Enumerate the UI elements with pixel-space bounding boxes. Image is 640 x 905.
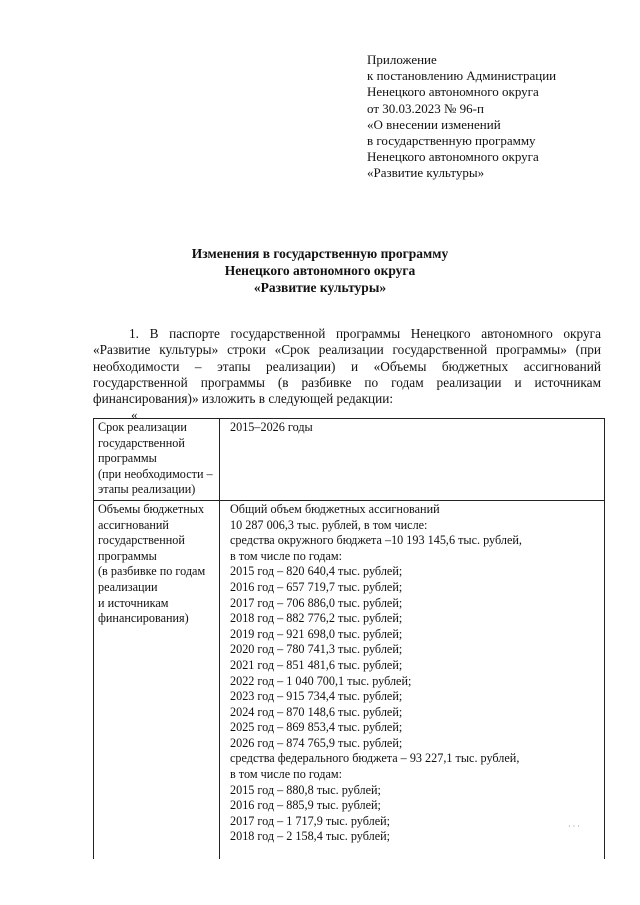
row-label-budget: Объемы бюджетных ассигнований государственной программы (в разбивке по годам реализации и источникам финансирования) xyxy=(94,500,220,859)
opening-quote-mark: « xyxy=(131,407,138,422)
intro-text: 1. В паспорте государственной программы Ненецкого автономного округа «Развитие культуры» строки «Срок реализации государственной программы» (при необходимости – этапы реализации) и «Объемы бюджетных ассигнований государственной программы (в разбивке по годам реализации и источникам финансирования)» изложить в следующей редакции: xyxy=(93,326,601,407)
appendix-header xyxy=(367,52,627,182)
title-line: Изменения в государственную программу xyxy=(191,246,449,261)
appendix-line: «Развитие культуры» xyxy=(367,165,485,181)
title-line: Ненецкого автономного округа xyxy=(224,263,416,278)
passport-table xyxy=(93,418,605,859)
row-label-term: Срок реализации государственной программы (при необходимости – этапы реализации) xyxy=(94,419,220,501)
table-row xyxy=(94,419,605,501)
appendix-line: «О внесении изменений xyxy=(367,116,501,132)
appendix-line: Приложение xyxy=(367,52,437,67)
appendix-line: Ненецкого автономного округа xyxy=(367,149,539,165)
appendix-line: к постановлению Администрации xyxy=(367,68,557,84)
scan-artifact: · · · xyxy=(568,822,580,831)
document-title xyxy=(0,245,640,296)
cell-bottom-space xyxy=(230,845,600,857)
appendix-line: от 30.03.2023 № 96-п xyxy=(367,100,484,116)
appendix-line: Ненецкого автономного округа xyxy=(367,84,539,100)
row-value-budget: Общий объем бюджетных ассигнований 10 287 006,3 тыс. рублей, в том числе: средства окружного бюджета –10 193 145,6 тыс. рублей, в том числе по годам: 2015 год – 820 640,4 тыс. рублей; 2016 год – 657 719,7 тыс. рублей; 2017 год – 706 886,0 тыс. рублей; 2018 год – 882 776,2 тыс. рублей; 2019 год – 921 698,0 тыс. рублей; 2020 год – 780 741,3 тыс. рублей; 2021 год – 851 481,6 тыс. рублей; 2022 год – 1 040 700,1 тыс. рублей; 2023 год – 915 734,4 тыс. рублей; 2024 год – 870 148,6 тыс. рублей; 2025 год – 869 853,4 тыс. рублей; 2026 год – 874 765,9 тыс. рублей; средства федерального бюджета – 93 227,1 тыс. рублей, в том числе по годам: 2015 год – 880,8 тыс. рублей; 2016 год – 885,9 тыс. рублей; 2017 год – 1 717,9 тыс. рублей; 2018 год – 2 158,4 тыс. рублей; xyxy=(220,500,605,859)
title-line: «Развитие культуры» xyxy=(253,280,387,295)
intro-paragraph xyxy=(93,326,601,407)
row-value-term: 2015–2026 годы xyxy=(220,419,605,501)
table-row xyxy=(94,500,605,859)
appendix-line: в государственную программу xyxy=(367,133,536,149)
